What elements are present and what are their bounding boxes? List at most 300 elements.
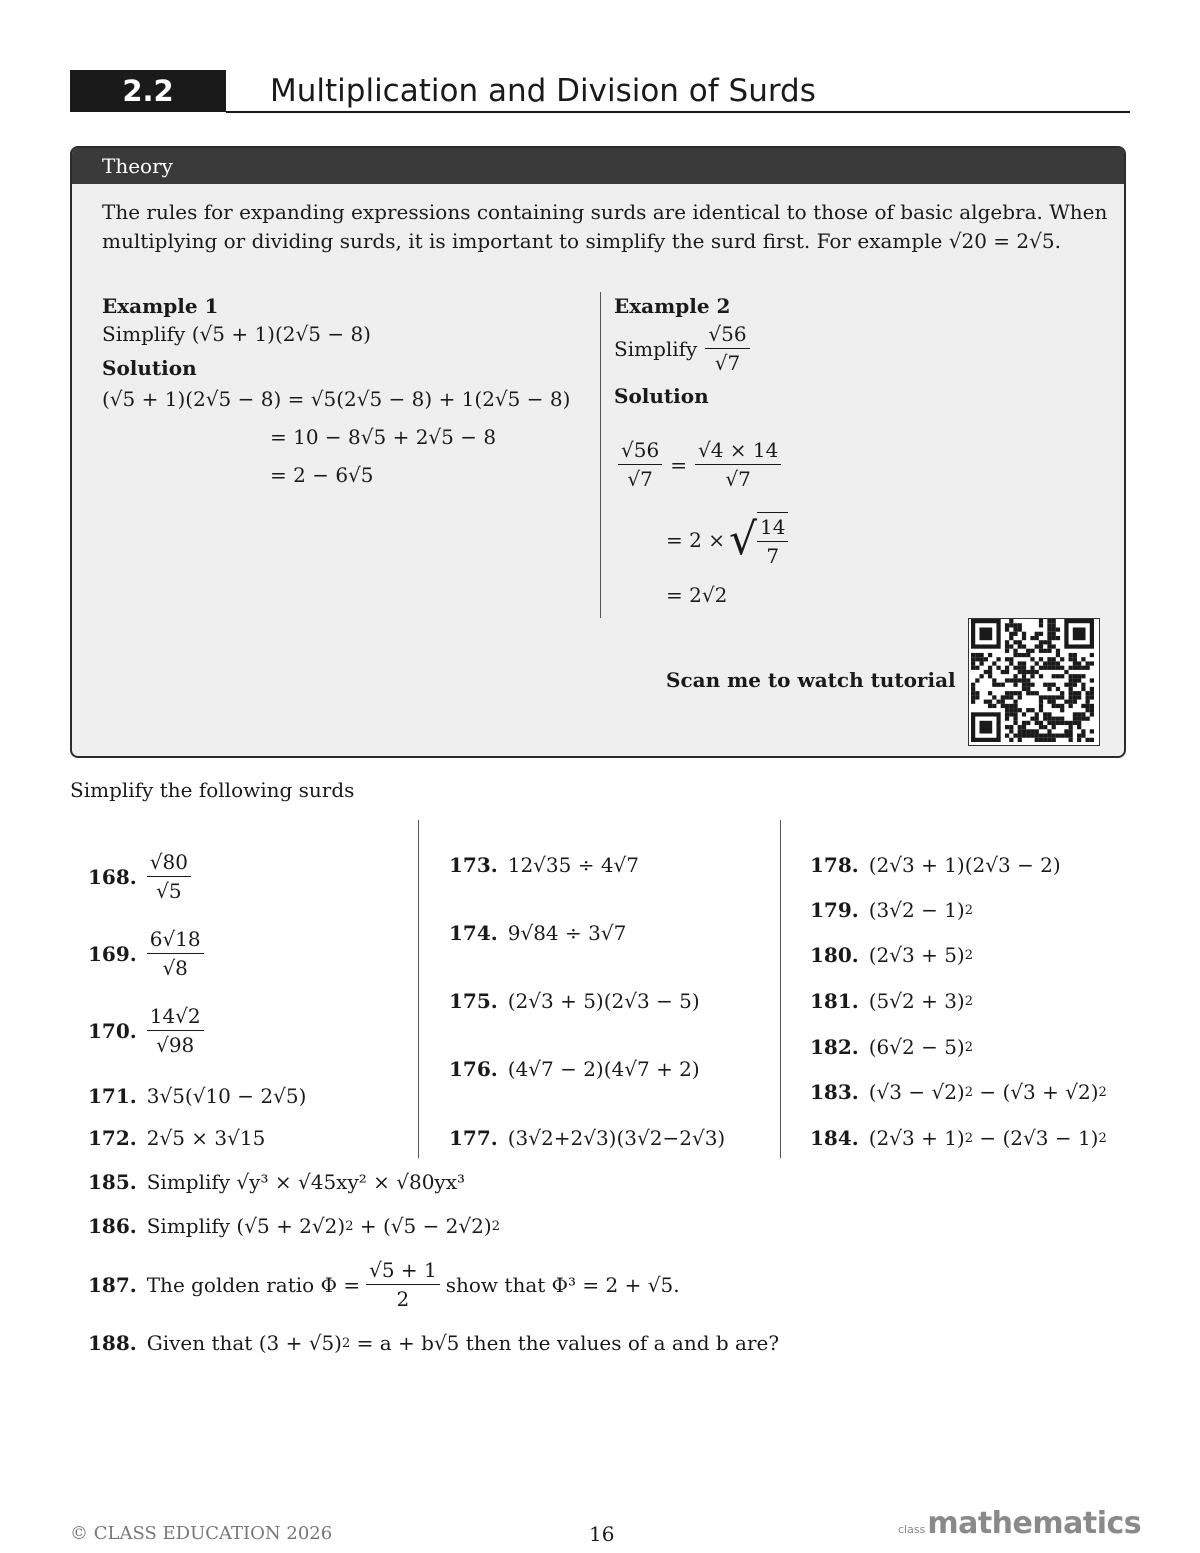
qr-module xyxy=(1090,704,1094,708)
qr-module xyxy=(1077,738,1081,742)
qr-module xyxy=(1005,691,1009,695)
qr-module xyxy=(1073,661,1077,665)
qr-module xyxy=(1069,729,1073,733)
example1-step-1: (√5 + 1)(2√5 − 8) = √5(2√5 − 8) + 1(2√5 − 8) xyxy=(102,387,571,411)
qr-module xyxy=(1064,700,1068,704)
qr-module xyxy=(1086,661,1090,665)
qr-module xyxy=(996,683,1000,687)
qr-module xyxy=(1047,683,1051,687)
qr-module xyxy=(1013,666,1017,670)
qr-module xyxy=(1069,721,1073,725)
qr-module xyxy=(979,653,983,657)
qr-module xyxy=(1086,717,1090,721)
qr-module xyxy=(1056,666,1060,670)
qr-module xyxy=(1047,632,1051,636)
qr-module xyxy=(1026,708,1030,712)
qr-module xyxy=(1073,717,1077,721)
question-178 xyxy=(810,853,1061,877)
example1-step-3: = 2 − 6√5 xyxy=(270,463,374,487)
qr-module xyxy=(1039,708,1043,712)
qr-module xyxy=(1090,738,1094,742)
qr-module xyxy=(1047,666,1051,670)
qr-module xyxy=(1009,657,1013,661)
question-fraction xyxy=(366,1258,440,1311)
qr-module xyxy=(1026,670,1030,674)
brand-big: mathematics xyxy=(927,1506,1142,1541)
question-number: 174. xyxy=(449,921,498,945)
qr-module xyxy=(1018,678,1022,682)
qr-module xyxy=(1022,712,1026,716)
qr-module xyxy=(1009,729,1013,733)
qr-module xyxy=(1073,695,1077,699)
qr-module xyxy=(1052,627,1056,631)
qr-module xyxy=(1052,734,1056,738)
qr-module xyxy=(1052,623,1056,627)
qr-module xyxy=(1013,734,1017,738)
qr-module xyxy=(1009,704,1013,708)
fraction-denominator: √7 xyxy=(714,351,741,375)
section-title: Multiplication and Division of Surds xyxy=(270,73,816,109)
question-text: (4√7 − 2)(4√7 + 2) xyxy=(507,1057,700,1081)
qr-module xyxy=(1043,717,1047,721)
qr-module xyxy=(1039,674,1043,678)
qr-module xyxy=(1018,695,1022,699)
example2-prompt xyxy=(614,322,750,375)
qr-module xyxy=(1022,729,1026,733)
qr-module xyxy=(1090,708,1094,712)
qr-module xyxy=(1069,725,1073,729)
exponent: 2 xyxy=(345,1218,354,1234)
qr-module xyxy=(1030,691,1034,695)
question-179 xyxy=(810,898,973,922)
question-number: 183. xyxy=(810,1080,859,1104)
qr-module xyxy=(1013,627,1017,631)
qr-module xyxy=(1069,674,1073,678)
qr-module xyxy=(1013,717,1017,721)
fraction-denominator: √98 xyxy=(156,1033,195,1057)
qr-module xyxy=(1056,627,1060,631)
qr-module xyxy=(1060,734,1064,738)
qr-module xyxy=(1018,661,1022,665)
question-180 xyxy=(810,943,973,967)
qr-module xyxy=(1064,729,1068,733)
question-170 xyxy=(88,1004,204,1057)
qr-module xyxy=(1026,678,1030,682)
qr-module xyxy=(1035,632,1039,636)
qr-module xyxy=(1005,678,1009,682)
question-number: 179. xyxy=(810,898,859,922)
qr-module xyxy=(1013,674,1017,678)
qr-module xyxy=(1035,729,1039,733)
qr-module xyxy=(1039,644,1043,648)
qr-module xyxy=(1090,729,1094,733)
qr-module xyxy=(1081,683,1085,687)
exponent: 2 xyxy=(964,1084,974,1100)
qr-module xyxy=(1009,632,1013,636)
qr-module xyxy=(992,704,996,708)
question-text: (5√2 + 3) xyxy=(868,989,965,1013)
qr-module xyxy=(1035,691,1039,695)
qr-module xyxy=(1018,725,1022,729)
question-text: (2√3 + 5) xyxy=(868,943,965,967)
question-number: 185. xyxy=(88,1170,137,1194)
qr-module xyxy=(1005,717,1009,721)
question-182 xyxy=(810,1035,973,1059)
qr-module xyxy=(1030,636,1034,640)
qr-module xyxy=(1069,678,1073,682)
qr-module xyxy=(1052,683,1056,687)
copyright: © CLASS EDUCATION 2026 xyxy=(70,1523,333,1544)
qr-module xyxy=(1005,708,1009,712)
qr-module xyxy=(1056,649,1060,653)
qr-module xyxy=(1056,661,1060,665)
qr-module xyxy=(1030,657,1034,661)
exponent: 2 xyxy=(964,902,973,918)
theory-header-bar xyxy=(72,148,1124,184)
qr-module xyxy=(1047,657,1051,661)
qr-module xyxy=(1039,632,1043,636)
qr-module xyxy=(1081,674,1085,678)
qr-module xyxy=(1022,725,1026,729)
qr-module xyxy=(975,657,979,661)
qr-module xyxy=(1052,657,1056,661)
qr-module xyxy=(996,666,1000,670)
qr-module xyxy=(1018,640,1022,644)
question-number: 187. xyxy=(88,1272,137,1297)
qr-module xyxy=(1069,683,1073,687)
qr-module xyxy=(1043,661,1047,665)
qr-module xyxy=(1026,691,1030,695)
qr-module xyxy=(1047,623,1051,627)
question-number: 175. xyxy=(449,989,498,1013)
question-number: 178. xyxy=(810,853,859,877)
qr-finder xyxy=(979,721,992,734)
qr-module xyxy=(992,695,996,699)
qr-module xyxy=(1039,657,1043,661)
qr-module xyxy=(1090,653,1094,657)
qr-module xyxy=(1026,687,1030,691)
qr-module xyxy=(1022,661,1026,665)
qr-module xyxy=(1022,721,1026,725)
question-text: = a + b√5 then the values of a and b are? xyxy=(350,1331,780,1355)
qr-module xyxy=(971,700,975,704)
qr-module xyxy=(1009,623,1013,627)
qr-module xyxy=(1056,687,1060,691)
qr-module xyxy=(1013,632,1017,636)
qr-module xyxy=(1018,666,1022,670)
qr-module xyxy=(988,691,992,695)
fraction-numerator: 6√18 xyxy=(147,927,204,954)
question-number: 188. xyxy=(88,1331,137,1355)
qr-module xyxy=(1052,700,1056,704)
qr-module xyxy=(1056,734,1060,738)
exponent: 2 xyxy=(1098,1084,1107,1100)
qr-module xyxy=(1069,704,1073,708)
qr-module xyxy=(1005,627,1009,631)
qr-module xyxy=(1064,734,1068,738)
qr-module xyxy=(1060,721,1064,725)
exercise-prompt: Simplify the following surds xyxy=(70,778,355,802)
qr-module xyxy=(1047,721,1051,725)
qr-module xyxy=(1039,725,1043,729)
qr-module xyxy=(1073,674,1077,678)
exponent: 2 xyxy=(964,1039,973,1055)
qr-module xyxy=(1026,653,1030,657)
qr-module xyxy=(1005,670,1009,674)
qr-module xyxy=(1077,678,1081,682)
qr-module xyxy=(1035,670,1039,674)
qr-module xyxy=(1069,687,1073,691)
qr-module xyxy=(1047,636,1051,640)
qr-module xyxy=(1081,666,1085,670)
example1-prompt: Simplify (√5 + 1)(2√5 − 8) xyxy=(102,322,371,346)
qr-module xyxy=(971,683,975,687)
question-text: − (2√3 − 1) xyxy=(973,1126,1099,1150)
qr-module xyxy=(979,661,983,665)
question-185 xyxy=(88,1170,465,1194)
qr-module xyxy=(1013,653,1017,657)
sqrt-sign: √ xyxy=(728,514,758,565)
qr-module xyxy=(975,678,979,682)
qr-module xyxy=(1052,674,1056,678)
qr-module xyxy=(1077,721,1081,725)
question-number: 170. xyxy=(88,1018,137,1043)
qr-module xyxy=(1009,636,1013,640)
qr-module xyxy=(1018,627,1022,631)
qr-module xyxy=(1060,666,1064,670)
qr-module xyxy=(1077,725,1081,729)
qr-module xyxy=(1073,712,1077,716)
theory-intro: The rules for expanding expressions containing surds are identical to those of basic algebra. When multiplying or dividing surds, it is important to simplify the surd first. For example √20 = 2√5. xyxy=(102,200,1108,253)
question-text: 12√35 ÷ 4√7 xyxy=(507,853,640,877)
exponent: 2 xyxy=(491,1218,500,1234)
qr-module xyxy=(971,657,975,661)
qr-module xyxy=(1022,636,1026,640)
qr-module xyxy=(984,670,988,674)
qr-module xyxy=(1086,695,1090,699)
qr-module xyxy=(1077,661,1081,665)
qr-module xyxy=(1052,666,1056,670)
brand-logo xyxy=(898,1506,1141,1541)
column-divider-2 xyxy=(780,820,781,1158)
qr-module xyxy=(1052,738,1056,742)
section-number: 2.2 xyxy=(70,70,226,112)
qr-module xyxy=(1047,619,1051,623)
qr-module xyxy=(1039,734,1043,738)
qr-module xyxy=(1013,704,1017,708)
qr-module xyxy=(1043,640,1047,644)
qr-module xyxy=(1060,704,1064,708)
qr-module xyxy=(971,661,975,665)
qr-module xyxy=(1009,661,1013,665)
qr-module xyxy=(1018,738,1022,742)
question-text: − (√3 + √2) xyxy=(973,1080,1099,1104)
qr-module xyxy=(1073,683,1077,687)
qr-module xyxy=(1052,661,1056,665)
question-number: 172. xyxy=(88,1126,137,1150)
qr-code[interactable] xyxy=(968,618,1100,746)
question-177 xyxy=(449,1126,725,1150)
theory-box xyxy=(70,146,1126,758)
qr-module xyxy=(1069,695,1073,699)
qr-module xyxy=(1056,636,1060,640)
fraction-denominator: √8 xyxy=(162,956,188,980)
qr-module xyxy=(1077,691,1081,695)
question-number: 186. xyxy=(88,1214,137,1238)
qr-module xyxy=(1043,695,1047,699)
question-number: 181. xyxy=(810,989,859,1013)
qr-module xyxy=(1013,700,1017,704)
qr-module xyxy=(1022,683,1026,687)
qr-module xyxy=(1039,738,1043,742)
qr-module xyxy=(1030,666,1034,670)
question-text: Given that (3 + √5) xyxy=(146,1331,342,1355)
fraction-numerator: √4 × 14 xyxy=(695,438,781,465)
fraction-numerator: √80 xyxy=(147,850,191,877)
question-number: 169. xyxy=(88,941,137,966)
qr-module xyxy=(1013,708,1017,712)
question-text: (2√3 + 1)(2√3 − 2) xyxy=(868,853,1061,877)
qr-module xyxy=(1086,691,1090,695)
qr-module xyxy=(1052,619,1056,623)
qr-module xyxy=(1052,717,1056,721)
example2-step-3: = 2√2 xyxy=(666,583,728,607)
step1-rhs-fraction xyxy=(695,438,781,491)
qr-module xyxy=(1086,738,1090,742)
exponent: 2 xyxy=(1098,1130,1107,1146)
fraction-denominator: 2 xyxy=(396,1287,410,1311)
fraction-numerator: √56 xyxy=(705,322,749,349)
qr-module xyxy=(1090,695,1094,699)
question-188 xyxy=(88,1331,779,1355)
qr-module xyxy=(1039,721,1043,725)
qr-module xyxy=(1081,729,1085,733)
qr-module xyxy=(988,674,992,678)
question-187 xyxy=(88,1258,680,1311)
qr-module xyxy=(1018,644,1022,648)
qr-module xyxy=(975,695,979,699)
question-number: 173. xyxy=(449,853,498,877)
question-text: Simplify (√5 + 2√2) xyxy=(146,1214,346,1238)
question-175 xyxy=(449,989,700,1013)
qr-module xyxy=(1030,649,1034,653)
qr-module xyxy=(1047,712,1051,716)
fraction-denominator: 7 xyxy=(766,544,780,568)
qr-module xyxy=(1005,712,1009,716)
fraction-denominator: √5 xyxy=(156,879,182,903)
qr-finder xyxy=(1073,627,1086,640)
qr-module xyxy=(1018,729,1022,733)
qr-module xyxy=(1090,661,1094,665)
qr-module xyxy=(1035,717,1039,721)
qr-module xyxy=(1056,717,1060,721)
qr-module xyxy=(971,666,975,670)
qr-module xyxy=(979,657,983,661)
qr-module xyxy=(971,687,975,691)
qr-module xyxy=(1047,644,1051,648)
qr-module xyxy=(1064,721,1068,725)
qr-finder xyxy=(979,627,992,640)
question-176 xyxy=(449,1057,700,1081)
question-172 xyxy=(88,1126,265,1150)
question-number: 177. xyxy=(449,1126,498,1150)
qr-module xyxy=(1052,695,1056,699)
scan-tutorial-text: Scan me to watch tutorial xyxy=(666,668,956,692)
qr-module xyxy=(1047,729,1051,733)
qr-module xyxy=(1035,644,1039,648)
qr-module xyxy=(1039,666,1043,670)
question-text: (3√2+2√3)(3√2−2√3) xyxy=(507,1126,726,1150)
qr-module xyxy=(1030,729,1034,733)
qr-module xyxy=(1013,678,1017,682)
qr-module xyxy=(1069,700,1073,704)
fraction-numerator: 14√2 xyxy=(147,1004,204,1031)
qr-module xyxy=(1047,738,1051,742)
header-rule xyxy=(226,111,1130,113)
qr-module xyxy=(1081,712,1085,716)
qr-module xyxy=(1081,704,1085,708)
qr-module xyxy=(1035,661,1039,665)
question-text: 9√84 ÷ 3√7 xyxy=(507,921,627,945)
qr-module xyxy=(1052,725,1056,729)
qr-module xyxy=(1073,691,1077,695)
question-169 xyxy=(88,927,204,980)
qr-module xyxy=(1009,678,1013,682)
qr-module xyxy=(1047,687,1051,691)
qr-module xyxy=(1047,717,1051,721)
step2-prefix: = 2 × xyxy=(666,528,725,552)
qr-module xyxy=(1047,661,1051,665)
question-number: 182. xyxy=(810,1035,859,1059)
qr-module xyxy=(1009,708,1013,712)
qr-module xyxy=(1069,734,1073,738)
qr-module xyxy=(1005,695,1009,699)
qr-module xyxy=(1039,695,1043,699)
question-text: + (√5 − 2√2) xyxy=(353,1214,492,1238)
qr-module xyxy=(1018,623,1022,627)
qr-module xyxy=(1013,721,1017,725)
qr-module xyxy=(1005,623,1009,627)
theory-label: Theory xyxy=(102,154,173,178)
qr-module xyxy=(1013,640,1017,644)
qr-module xyxy=(988,653,992,657)
fraction-numerator: 14 xyxy=(757,515,788,542)
qr-module xyxy=(1043,683,1047,687)
qr-module xyxy=(1056,674,1060,678)
examples-divider xyxy=(600,292,601,618)
qr-module xyxy=(1009,695,1013,699)
qr-module xyxy=(979,674,983,678)
qr-module xyxy=(1073,700,1077,704)
question-text: (3√2 − 1) xyxy=(868,898,965,922)
qr-module xyxy=(1013,691,1017,695)
qr-module xyxy=(1069,738,1073,742)
qr-module xyxy=(1001,704,1005,708)
example2-heading: Example 2 xyxy=(614,294,731,318)
question-number: 180. xyxy=(810,943,859,967)
qr-module xyxy=(1018,653,1022,657)
qr-module xyxy=(988,666,992,670)
qr-module xyxy=(1001,695,1005,699)
qr-module xyxy=(1022,734,1026,738)
qr-module xyxy=(1090,678,1094,682)
qr-module xyxy=(1022,653,1026,657)
qr-module xyxy=(975,666,979,670)
qr-module xyxy=(1005,640,1009,644)
question-183 xyxy=(810,1080,1107,1104)
question-168 xyxy=(88,850,191,903)
qr-module xyxy=(1043,738,1047,742)
